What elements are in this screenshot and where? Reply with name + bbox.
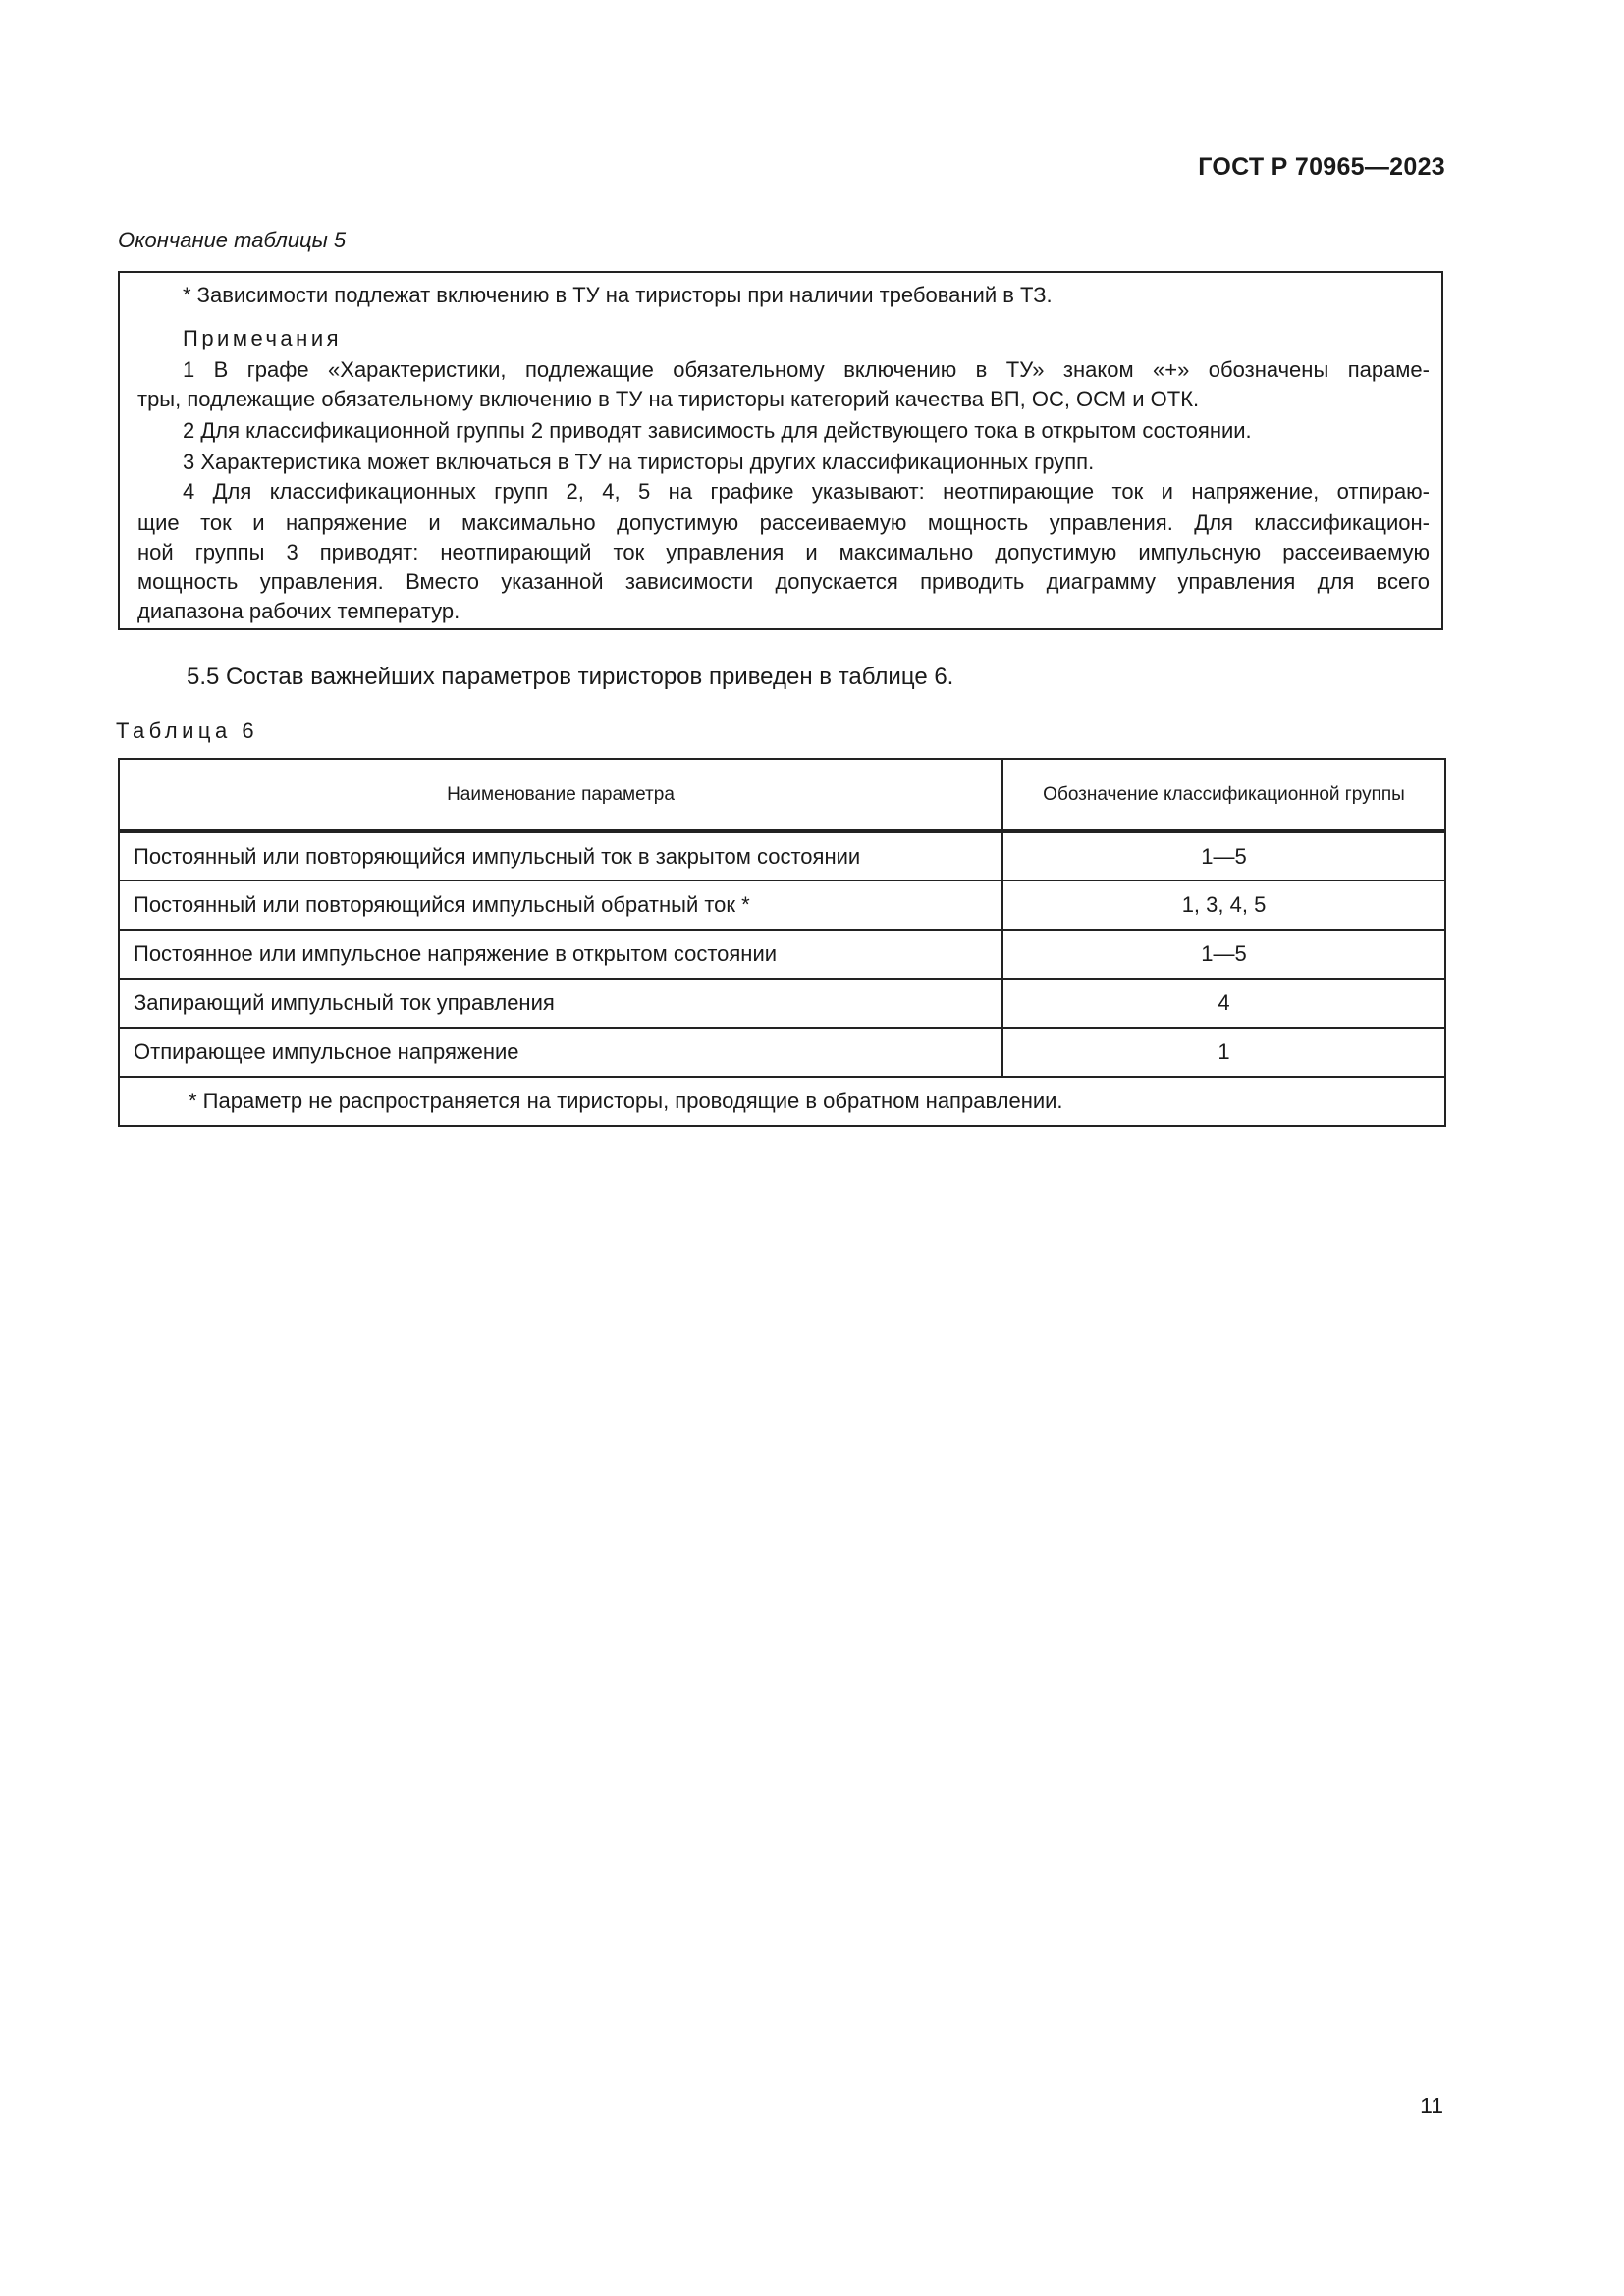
page-number: 11 <box>1420 2093 1443 2118</box>
parameter-name: Постоянный или повторяющийся импульсный обратный ток * <box>119 881 1002 930</box>
group-value: 4 <box>1002 979 1445 1028</box>
table6-caption: Таблица 6 <box>116 719 259 743</box>
header-classification-group: Обозначение классификационной группы <box>1002 759 1445 831</box>
table-row <box>119 881 1445 930</box>
table-row <box>119 979 1445 1028</box>
note-line-6: щие ток и напряжение и максимально допустимую рассеиваемую мощность управления. Для классификацион- <box>137 510 1430 535</box>
table5-continuation-caption: Окончание таблицы 5 <box>118 228 347 252</box>
table-row <box>119 930 1445 979</box>
table5-footnote: * Зависимости подлежат включению в ТУ на тиристоры при наличии требований в ТЗ. <box>183 283 1053 307</box>
parameter-name: Постоянное или импульсное напряжение в открытом состоянии <box>119 930 1002 979</box>
table-row <box>119 831 1445 881</box>
note-line-7: ной группы 3 приводят: неотпирающий ток управления и максимально допустимую импульсную рассеиваемую <box>137 540 1430 564</box>
table-header-row <box>119 759 1445 831</box>
section-paragraph: 5.5 Состав важнейших параметров тиристоров приведен в таблице 6. <box>187 664 954 690</box>
table-row <box>119 1028 1445 1077</box>
table5-notes-box <box>118 271 1443 630</box>
note-line-8: мощность управления. Вместо указанной зависимости допускается приводить диаграмму управления для всего <box>137 569 1430 594</box>
note-line-5: 4 Для классификационных групп 2, 4, 5 на графике указывают: неотпирающие ток и напряжение, отпираю- <box>183 479 1430 504</box>
table6 <box>118 758 1446 1127</box>
table-footnote-row <box>119 1077 1445 1126</box>
note-line-3: 2 Для классификационной группы 2 приводят зависимость для действующего тока в открытом состоянии. <box>183 418 1252 443</box>
note-line-1: 1 В графе «Характеристики, подлежащие обязательному включению в ТУ» знаком «+» обозначены параме- <box>183 357 1430 382</box>
group-value: 1, 3, 4, 5 <box>1002 881 1445 930</box>
notes-title: Примечания <box>183 326 343 350</box>
note-line-9: диапазона рабочих температур. <box>137 599 460 623</box>
group-value: 1 <box>1002 1028 1445 1077</box>
document-code: ГОСТ Р 70965—2023 <box>1198 153 1445 181</box>
parameter-name: Запирающий импульсный ток управления <box>119 979 1002 1028</box>
parameter-name: Отпирающее импульсное напряжение <box>119 1028 1002 1077</box>
group-value: 1—5 <box>1002 831 1445 881</box>
group-value: 1—5 <box>1002 930 1445 979</box>
header-parameter-name: Наименование параметра <box>119 759 1002 831</box>
note-line-2: тры, подлежащие обязательному включению в ТУ на тиристоры категорий качества ВП, ОС, ОСМ и ОТК. <box>137 387 1200 411</box>
table6-footnote: * Параметр не распространяется на тиристоры, проводящие в обратном направлении. <box>119 1077 1445 1126</box>
parameter-name: Постоянный или повторяющийся импульсный ток в закрытом состоянии <box>119 831 1002 881</box>
note-line-4: 3 Характеристика может включаться в ТУ на тиристоры других классификационных групп. <box>183 450 1095 474</box>
